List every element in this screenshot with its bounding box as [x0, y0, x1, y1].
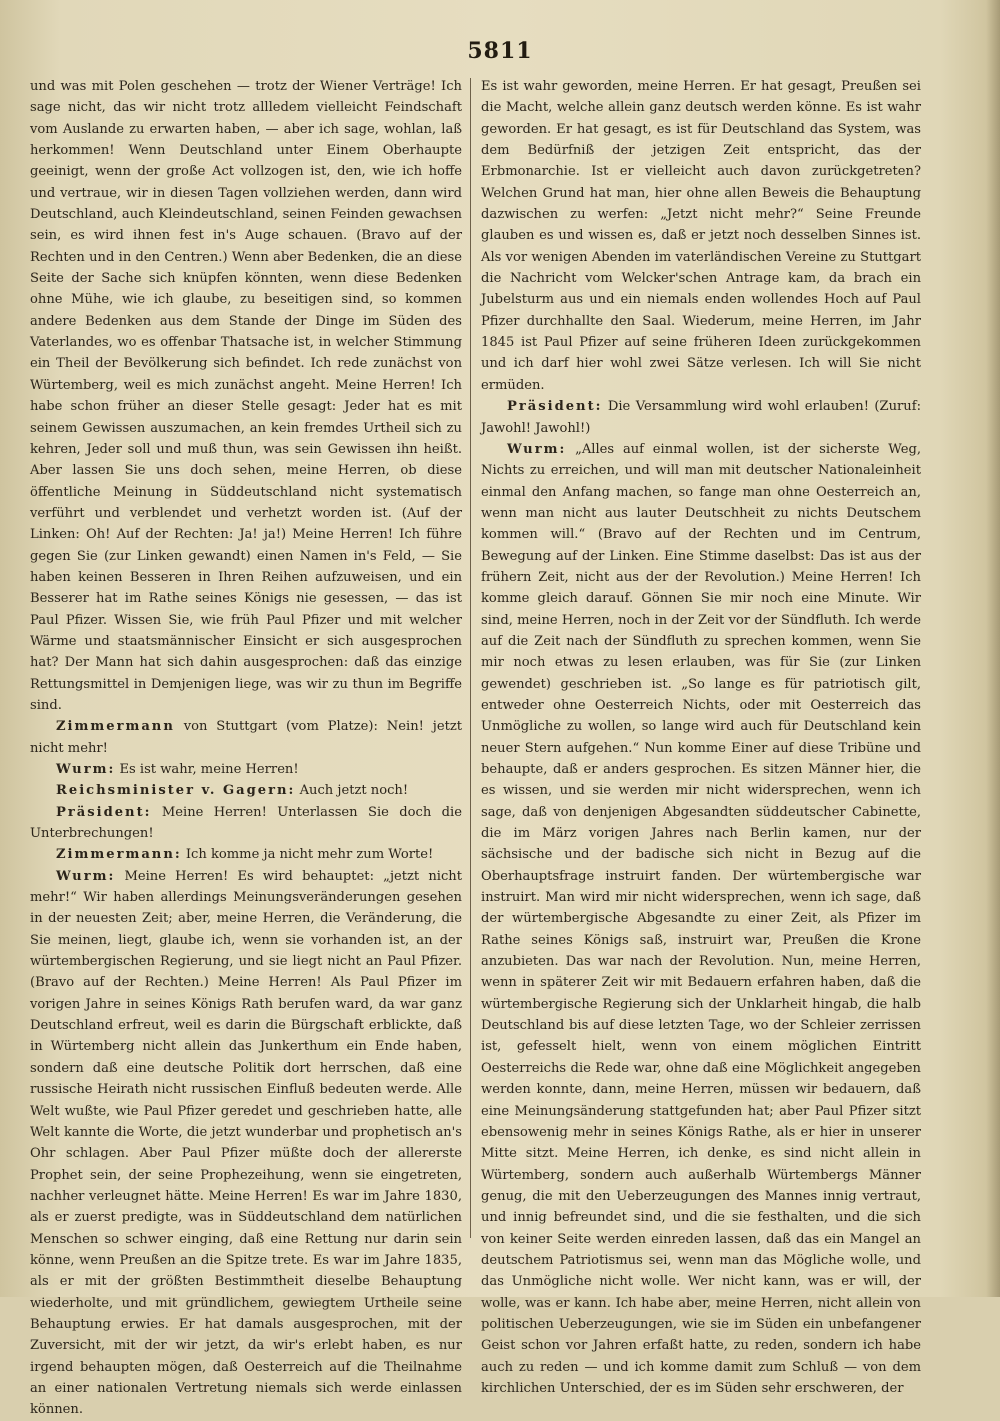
- speech-text: „Alles auf einmal wollen, ist der sicherste Weg, Nichts zu erreichen, und will man mit deutscher Nationaleinheit einmal den Anfang machen, so fange man ohne Oesterreich an, wenn man nicht aus lauter Deutschheit zu nichts Deutschem kommen will.“ (Bravo auf der Rechten und im Centrum, Bewegung auf der Linken. Eine Stimme daselbst: Das ist aus der frühern Zeit, nicht aus der der Revolution.) Meine Herren! Ich komme gleich darauf. Gönnen Sie mir noch eine Minute. Wir sind, meine Herren, noch in der Zeit vor der Sündfluth. Ich werde auf die Zeit nach der Sündfluth zu sprechen kommen, wenn Sie mir noch etwas zu lesen erlauben, was für Sie (zur Linken gewendet) geschrieben ist. „So lange es für patriotisch gilt, entweder ohne Oesterreich Nichts, oder mit Oesterreich das Unmögliche zu wollen, so lange wird auch für Deutschland kein neuer Stern aufgehen.“ Nun komme Einer auf diese Tribüne und behaupte, daß er anders gesprochen. Es sitzen Männer hier, die es wissen, und sie werden mir nicht widersprechen, wenn ich sage, daß von denjenigen Abgesandten süddeutscher Cabinette, die im März vorigen Jahres nach Berlin kamen, nur der sächsische und der badische sich nicht in Bezug auf die Oberhauptsfrage instruirt fanden. Der würtembergische war instruirt. Man wird mir nicht widersprechen, wenn ich sage, daß der würtembergische Abgesandte zu einer Zeit, als Pfizer im Rathe seines Königs saß, instruirt war, Preußen die Krone anzubieten. Das war nach der Revolution. Nun, meine Herren, wenn in späterer Zeit wir mit Bedauern erfahren haben, daß die würtembergische Regierung sich der Unklarheit hingab, die halb Deutschland bis auf diese letzten Tage, wo der Schleier zerrissen ist, gefesselt hielt, wenn von einem möglichen Eintritt Oesterreichs die Rede war, ohne daß eine Möglichkeit angegeben werden konnte, dann, meine Herren, müssen wir bedauern, daß eine Meinungsänderung stattgefunden hat; aber Paul Pfizer sitzt ebensowenig mehr in seines Königs Rathe, als er hier in unserer Mitte sitzt. Meine Herren, ich denke, es sind nicht allein in Würtemberg, sondern auch außerhalb Würtembergs Männer genug, die mit den Ueberzeugungen des Mannes innig vertraut, und innig befreundet sind, und die sie festhalten, und die sich von keiner Seite werden einreden lassen, daß das ein Mangel an deutschem Patriotismus sei, wenn man das Mögliche wolle, und das Unmögliche nicht wolle. Wer nicht kann, was er will, der wolle, was er kann. Ich habe aber, meine Herren, nicht allein von politischen Ueberzeugungen, wie sie im Süden ein unbefangener Geist schon vor Jahren erfaßt hatte, zu reden, sondern ich habe auch zu reden — und ich komme damit zum Schluß — von dem kirchlichen Unterschied, der es im Süden sehr erschweren, der: [481, 441, 921, 1396]
- column-divider: [470, 78, 471, 1238]
- speaker-name: Zimmermann:: [56, 847, 182, 863]
- speech-paragraph: [30, 759, 462, 780]
- speech-paragraph: [481, 439, 921, 1399]
- speech-paragraph: [30, 802, 462, 845]
- paragraph-text: Es ist wahr geworden, meine Herren. Er hat gesagt, Preußen sei die Macht, welche allein ganz deutsch werden könne. Es ist wahr geworden. Er hat gesagt, es ist für Deutschland das System, was dem Bedürfniß der jetzigen Zeit entspricht, das der Erbmonarchie. Ist er vielleicht auch davon zurückgetreten? Welchen Grund hat man, hier ohne allen Beweis die Behauptung dazwischen zu werfen: „Jetzt nicht mehr?“ Seine Freunde glauben es und wissen es, daß er jetzt noch desselben Sinnes ist. Als vor wenigen Abenden im vaterländischen Vereine zu Stuttgart die Nachricht vom Welcker'schen Antrage kam, da brach ein Jubelsturm aus und ein niemals enden wollendes Hoch auf Paul Pfizer durchhallte den Saal. Wiederum, meine Herren, im Jahr 1845 ist Paul Pfizer auf seine früheren Ideen zurückgekommen und ich darf hier wohl zwei Sätze verlesen. Ich will Sie nicht ermüden.: [481, 79, 921, 393]
- speech-text: Meine Herren! Unterlassen Sie doch die Unterbrechungen!: [30, 804, 462, 842]
- speech-paragraph: [30, 844, 462, 865]
- speech-text: Auch jetzt noch!: [295, 783, 409, 799]
- speaker-name: Präsident:: [507, 399, 603, 415]
- page-edge-shadow: [986, 0, 1000, 1297]
- speaker-name: Wurm:: [56, 762, 116, 777]
- paragraph: [30, 76, 462, 716]
- speaker-name: Wurm:: [56, 868, 116, 884]
- speech-text: Meine Herren! Es wird behauptet: „jetzt nicht mehr!“ Wir haben allerdings Meinungsveränderungen gesehen in der neuesten Zeit; aber, meine Herren, die Veränderung, die Sie meinen, liegt, glaube ich, wenn sie vorhanden ist, an der würtembergischen Regierung, und sie liegt nicht an Paul Pfizer. (Bravo auf der Rechten.) Meine Herren! Als Paul Pfizer im vorigen Jahre in seines Königs Rath berufen ward, da war ganz Deutschland erfreut, weil es darin die Bürgschaft erblickte, daß in Würtemberg nicht allein das Junkerthum ein Ende haben, sondern daß eine deutsche Politik dort herrschen, daß eine russische Heirath nicht russischen Einfluß bedeuten werde. Alle Welt wußte, wie Paul Pfizer geredet und geschrieben hatte, alle Welt kannte die Worte, die jetzt wunderbar und prophetisch an's Ohr schlagen. Aber Paul Pfizer müßte doch der allererste Prophet sein, der seine Prophezeihung, wenn sie eingetreten, nachher verleugnet hätte. Meine Herren! Es war im Jahre 1830, als er zuerst predigte, was in Süddeutschland dem natürlichen Menschen so schwer einging, daß eine Rettung nur darin sein könne, wenn Preußen an die Spitze trete. Es war im Jahre 1835, als er mit der größten Bestimmtheit dieselbe Behauptung wiederholte, und mit gründlichem, gewiegtem Urtheile seine Behauptung erwies. Er hat damals ausgesprochen, mit der Zuversicht, mit der wir jetzt, da wir's erlebt haben, es nur irgend behaupten mögen, daß Oesterreich auf die Theilnahme an einer nationalen Vertretung niemals sich werde einlassen können.: [30, 868, 462, 1418]
- right-column: [481, 76, 921, 1396]
- speaker-name: Reichsminister v. Gagern:: [56, 783, 296, 799]
- speech-paragraph: [30, 780, 462, 801]
- speech-text: Ich komme ja nicht mehr zum Worte!: [181, 847, 434, 863]
- speech-text: von Stuttgart (vom Platze): Nein! jetzt nicht mehr!: [30, 719, 462, 756]
- speaker-name: Wurm:: [507, 441, 567, 457]
- speech-text: Es ist wahr, meine Herren!: [115, 762, 299, 777]
- left-column: [30, 76, 462, 1418]
- speaker-name: Präsident:: [56, 804, 152, 820]
- speech-paragraph: [30, 716, 462, 759]
- speech-paragraph: [481, 396, 921, 439]
- paragraph: [481, 76, 921, 396]
- speech-paragraph: [30, 866, 462, 1421]
- speech-text: Die Versammlung wird wohl erlauben! (Zuruf: Jawohl! Jawohl!): [481, 399, 921, 436]
- speaker-name: Zimmermann: [56, 719, 175, 735]
- page-number: 5811: [467, 38, 533, 64]
- paragraph-text: und was mit Polen geschehen — trotz der Wiener Verträge! Ich sage nicht, das wir nicht trotz allledem vielleicht Feindschaft vom Auslande zu erwarten haben, — aber ich sage, wohlan, laß herkommen! Wenn Deutschland unter Einem Oberhaupte geeinigt, wenn der große Act vollzogen ist, den, wie ich hoffe und vertraue, wir in diesen Tagen vollziehen werden, dann wird Deutschland, auch Kleindeutschland, seinen Feinden gewachsen sein, es wird ihnen fest in's Auge schauen. (Bravo auf der Rechten und in den Centren.) Wenn aber Bedenken, die an diese Seite der Sache sich knüpfen könnten, wenn diese Bedenken ohne Mühe, wie ich glaube, zu beseitigen sind, so kommen andere Bedenken aus dem Stande der Dinge im Süden des Vaterlandes, wo es offenbar Thatsache ist, in welcher Stimmung ein Theil der Bevölkerung sich befindet. Ich rede zunächst von Würtemberg, weil es mich zunächst angeht. Meine Herren! Ich habe schon früher an dieser Stelle gesagt: Jeder hat es mit seinem Gewissen auszumachen, an kein fremdes Urtheil sich zu kehren, Jeder soll und muß thun, was sein Gewissen ihn heißt. Aber lassen Sie uns doch sehen, meine Herren, ob diese öffentliche Meinung in Süddeutschland nicht systematisch verführt und verblendet und verhetzt worden ist. (Auf der Linken: Oh! Auf der Rechten: Ja! ja!) Meine Herren! Ich führe gegen Sie (zur Linken gewandt) einen Namen in's Feld, — Sie haben keinen Besseren in Ihren Reihen aufzuweisen, und ein Besserer hat im Rathe seines Königs nie gesessen, — das ist Paul Pfizer. Wissen Sie, wie früh Paul Pfizer und mit welcher Wärme und staatsmännischer Einsicht er sich ausgesprochen hat? Der Mann hat sich dahin ausgesprochen: daß das einzige Rettungsmittel in Demjenigen liege, was wir zu thun im Begriffe sind.: [30, 79, 462, 713]
